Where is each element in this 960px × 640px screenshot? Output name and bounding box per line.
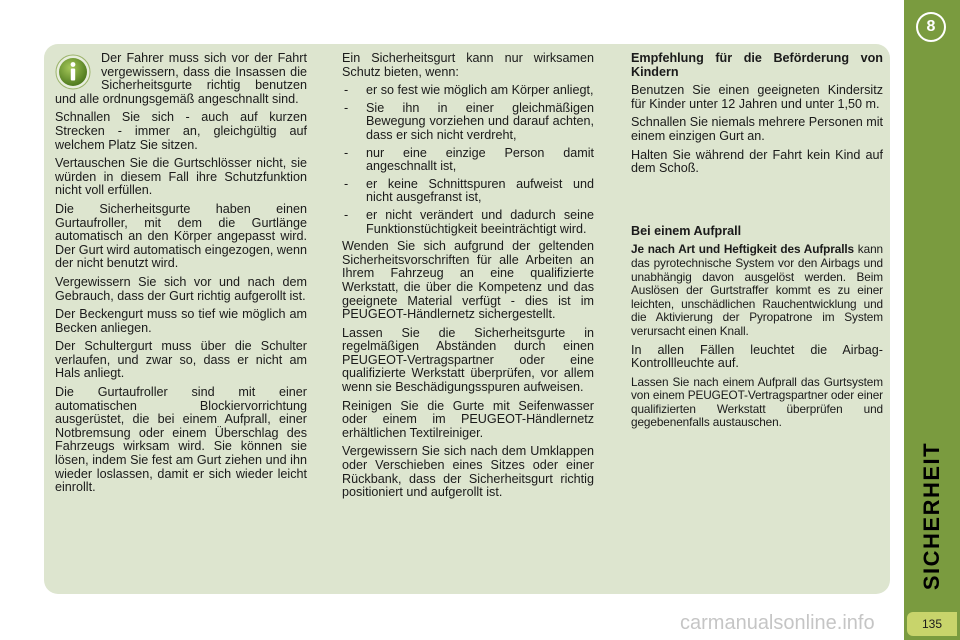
column-2 [342,52,594,505]
paragraph: Vergewissern Sie sich vor und nach dem Gebrauch, dass der Gurt richtig aufgerollt ist. [55,274,307,303]
paragraph: Schnallen Sie niemals mehrere Personen mit einem einzigen Gurt an. [631,115,883,143]
column-3 [631,52,883,435]
conditions-list [342,84,594,236]
list-item: - er keine Schnittspuren aufweist und nicht ausgefranst ist, [342,178,594,205]
paragraph: Die Sicherheitsgurte haben einen Gurtaufroller, mit dem die Gurtlänge automatisch an den Körper angepasst wird. Der Gurt wird automatisch eingezogen, wenn der nicht benutzt wird. [55,201,308,271]
paragraph: Die Gurtaufroller sind mit einer automatischen Blockiervorrichtung ausgerüstet, die bei einem Aufprall, einer Notbremsung oder einem Überschlag des Fahrzeugs wirksam wird. Sie können sie lösen, indem Sie fest am Gurt ziehen und ihn wieder loslassen, damit er sich wieder leicht einrollt. [55,385,307,495]
section-title: SICHERHEIT [919,441,944,591]
list-item: - Sie ihn in einer gleichmäßigen Bewegung vorziehen und darauf achten, dass er sich nicht verdreht, [342,102,594,143]
paragraph: In allen Fällen leuchtet die Airbag-Kontrollleuchte auf. [631,342,883,371]
chapter-badge [914,10,948,44]
paragraph: Wenden Sie sich aufgrund der geltenden Sicherheitsvorschriften für alle Arbeiten an Ihrem Fahrzeug an eine qualifizierte Werkstatt, die über die Kompetenz und das geeignete Material verfügt - dies ist im PEUGEOT-Händlernetz sichergestellt. [342,239,594,322]
heading-impact: Bei einem Aufprall [631,223,742,238]
paragraph: Der Beckengurt muss so tief wie möglich am Becken anliegen. [55,307,307,335]
paragraph: Der Schultergurt muss über die Schulter verlaufen, und zwar so, dass er nicht am Hals anliegt. [55,339,307,381]
paragraph: Reinigen Sie die Gurte mit Seifenwasser oder einem im PEUGEOT-Händlernetz erhältlichen Textilreiniger. [342,398,594,440]
paragraph: Der Fahrer muss sich vor der Fahrt vergewissern, dass die Insassen die Sicherheitsgurte richtig benutzen und alle ordnungsgemäß angeschnallt sind. [55,51,307,106]
impact-bold: Je nach Art und Heftigkeit des Aufpralls [631,242,855,257]
watermark: carmanualsonline.info [680,612,875,634]
chapter-number: 8 [918,14,944,40]
paragraph: Halten Sie während der Fahrt kein Kind auf dem Schoß. [631,147,883,176]
paragraph: Benutzen Sie einen geeigneten Kindersitz für Kinder unter 12 Jahren und unter 1,50 m. [631,83,883,111]
paragraph: Schnallen Sie sich - auch auf kurzen Strecken - immer an, gleichgültig auf welchem Platz Sie sitzen. [55,110,307,152]
heading-child-transport: Empfehlung für die Beförderung von Kindern [631,51,883,79]
column-1 [55,52,307,500]
list-intro: Ein Sicherheitsgurt kann nur wirksamen Schutz bieten, wenn: [342,51,594,79]
paragraph: Lassen Sie nach einem Aufprall das Gurtsystem von einem PEUGEOT-Vertragspartner oder einer qualifizierten Werkstatt überprüfen und gegebenenfalls austauschen. [631,374,883,430]
list-item: - er so fest wie möglich am Körper anliegt, [342,84,594,98]
paragraph: Vertauschen Sie die Gurtschlösser nicht, sie würden in diesem Fall ihre Schutzfunktion nicht voll erfüllen. [55,156,307,198]
paragraph: Lassen Sie die Sicherheitsgurte in regelmäßigen Abständen durch einen PEUGEOT-Vertragspartner oder eine qualifizierte Werkstatt überprüfen, vor allem wenn sie Beschädigungsspuren aufweisen. [342,325,594,395]
info-icon [55,54,91,90]
list-item: - nur eine einzige Person damit angeschnallt ist, [342,147,594,174]
impact-paragraph [631,243,883,338]
list-item: - er nicht verändert und dadurch seine Funktionstüchtigkeit beeinträchtigt wird. [342,209,594,236]
impact-rest: kann das pyrotechnische System vor den Airbags und unabhängig davon ausgelöst werden. Beim Auslösen der Gurtstraffer kommt es zu einer leichten, unschädlichen Rauchentwicklung und die Aktivierung der Pyropatrone im System verursacht einen Knall. [631,242,883,338]
paragraph: Vergewissern Sie sich nach dem Umklappen oder Verschieben eines Sitzes oder einer Rückbank, dass der Sicherheitsgurt richtig positioniert und aufgerollt ist. [342,444,594,500]
page-number: 135 [907,612,957,636]
spacer [631,181,883,225]
